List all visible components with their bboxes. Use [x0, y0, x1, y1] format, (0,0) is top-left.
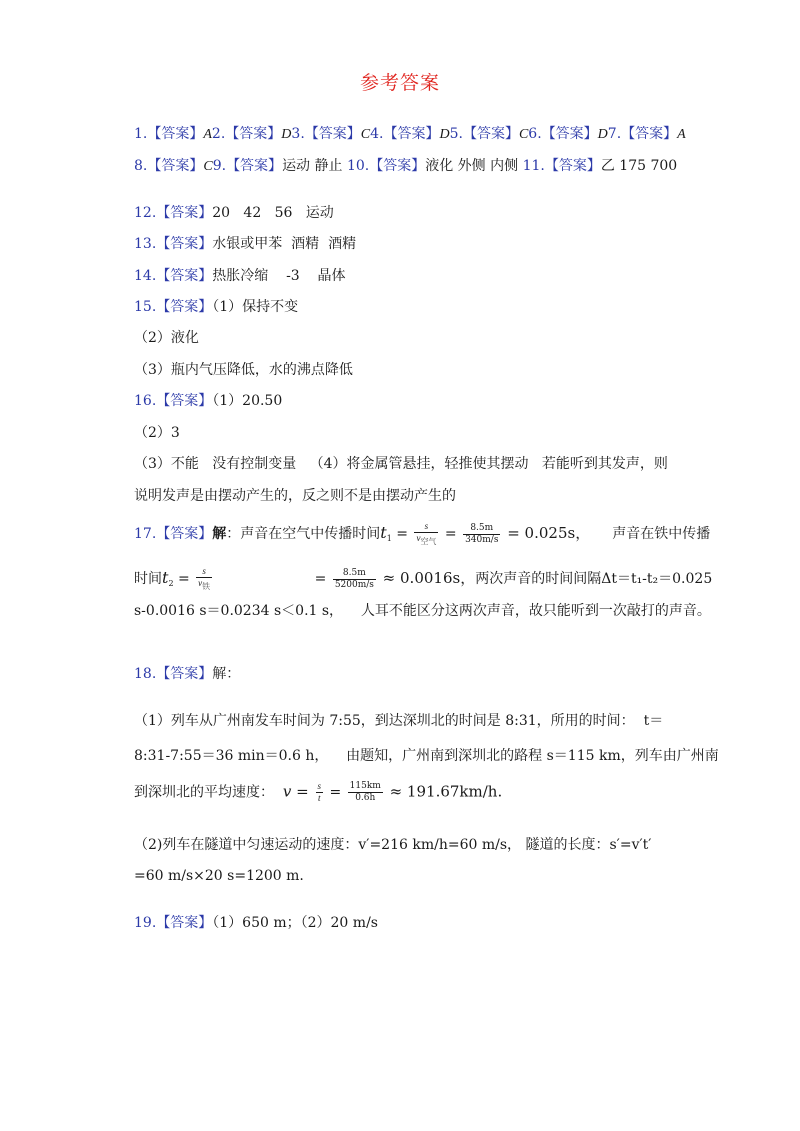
answer-16 [134, 391, 282, 411]
result: ≈ 0.0016s， [377, 569, 476, 587]
answer-13 [134, 234, 356, 254]
answer-17-line-2 [134, 566, 712, 594]
answer-value: C [203, 159, 213, 174]
solution-label: 解 [212, 526, 227, 542]
answer-part-1: （1）保持不变 [212, 299, 299, 315]
equals: = [391, 526, 413, 542]
numerator: s [414, 521, 438, 533]
answer-value: D [439, 127, 450, 142]
answer-value: D [597, 127, 608, 142]
question-number: 19. [134, 915, 157, 931]
question-number: 18. [134, 666, 157, 682]
answer-value: 20 42 56 运动 [212, 205, 334, 221]
text: 两次声音的时间间隔Δt＝t₁-t₂＝0.025 [475, 571, 713, 587]
answer-18-line-4: （2)列车在隧道中匀速运动的速度：v′=216 km/h=60 m/s， 隧道的长度：s′=v′t′ [134, 837, 652, 853]
subscript: 空气 [420, 537, 437, 546]
question-number: 15. [134, 299, 157, 315]
answer-tag: 【答案】 [156, 526, 213, 542]
answer-18 [134, 664, 240, 684]
question-number: 6. [528, 126, 542, 142]
fraction-values [333, 568, 376, 591]
answer-value: 运动 静止 [282, 158, 347, 174]
answer-tag: 【答案】 [156, 236, 213, 252]
answer-tag: 【答案】 [304, 126, 361, 142]
subscript: 1 [386, 534, 392, 543]
answer-14 [134, 266, 346, 286]
question-number: 7. [607, 126, 622, 142]
answer-19 [134, 913, 378, 933]
fraction-values [463, 523, 500, 546]
answer-18-line-5: =60 m/s×20 s=1200 m. [134, 868, 304, 884]
answer-18-line-3 [134, 781, 502, 804]
answers-row-1 [134, 124, 686, 145]
question-number: 5. [449, 126, 463, 142]
answer-tag: 【答案】 [621, 126, 678, 142]
fraction-values [348, 781, 383, 804]
text: 时间 [134, 571, 162, 587]
subscript: 铁 [202, 582, 211, 591]
question-number: 9. [212, 158, 227, 174]
result: ≈ 191.67km/h. [384, 782, 503, 801]
numerator: 8.5m [333, 568, 376, 580]
question-number: 2. [211, 126, 226, 142]
question-number: 12. [134, 205, 157, 221]
answer-value: 水银或甲苯 酒精 酒精 [212, 236, 357, 252]
question-number: 1. [134, 126, 148, 142]
numerator: 115km [349, 781, 381, 791]
equals: = [440, 526, 462, 542]
answer-tag: 【答案】 [147, 126, 204, 142]
question-number: 16. [134, 393, 157, 409]
equals: = [325, 784, 346, 801]
fraction-s-over-t [316, 781, 324, 804]
solution-label: 解： [212, 666, 241, 682]
answer-part-1: （1）20.50 [212, 393, 283, 409]
answer-value: C [360, 127, 371, 142]
answer-15-part-3: （3）瓶内气压降低，水的沸点降低 [134, 362, 353, 378]
answer-16-part-3: （3）不能 没有控制变量 （4）将金属管悬挂，轻推使其摆动 若能听到其发声，则 [134, 456, 668, 472]
answer-18-line-1: （1）列车从广州南发车时间为 7:55，到达深圳北的时间是 8:31，所用的时间： t＝ [134, 713, 664, 729]
text: 声音在铁中传播 [612, 526, 711, 542]
question-number: 13. [134, 236, 157, 252]
denominator: t [318, 793, 321, 803]
question-number: 8. [134, 158, 148, 174]
answer-16-part-4: 说明发声是由摆动产生的，反之则不是由摆动产生的 [134, 488, 456, 504]
question-number: 10. [346, 158, 370, 174]
answer-tag: 【答案】 [544, 158, 601, 174]
numerator: s [196, 566, 212, 578]
answer-tag: 【答案】 [156, 915, 213, 931]
denominator: v [198, 578, 203, 588]
question-number: 4. [370, 126, 384, 142]
question-number: 17. [134, 526, 157, 542]
fraction-s-over-v-air [414, 521, 438, 547]
var-t: t [380, 523, 387, 542]
answer-tag: 【答案】 [156, 299, 213, 315]
denominator: 340m/s [465, 534, 499, 545]
numerator: 8.5m [463, 523, 500, 535]
equals: = [310, 571, 331, 587]
answer-value: D [281, 127, 292, 142]
answer-value: A [677, 127, 686, 142]
question-number: 11. [522, 158, 545, 174]
answer-value: （1）650 m；（2）20 m/s [212, 915, 378, 931]
numerator: s [317, 781, 322, 791]
answers-row-2 [134, 156, 677, 177]
text: 到深圳北的平均速度： [134, 784, 283, 801]
denominator: 5200m/s [334, 579, 374, 590]
answer-tag: 【答案】 [147, 158, 204, 174]
answer-tag: 【答案】 [462, 126, 519, 142]
answer-18-line-2: 8:31-7:55＝36 min＝0.6 h， 由题知，广州南到深圳北的路程 s＝115 km，列车由广州南 [134, 748, 719, 764]
fraction-s-over-v-iron [196, 566, 212, 592]
answer-tag: 【答案】 [156, 393, 213, 409]
answer-17-line-1 [134, 521, 710, 549]
answer-tag: 【答案】 [156, 666, 213, 682]
answer-tag: 【答案】 [156, 205, 213, 221]
denominator: 0.6h [355, 793, 376, 803]
question-number: 3. [291, 126, 305, 142]
question-number: 14. [134, 268, 157, 284]
answer-tag: 【答案】 [383, 126, 440, 142]
answer-value: 乙 175 700 [600, 158, 678, 174]
answer-17-line-3: s-0.0016 s＝0.0234 s＜0.1 s， 人耳不能区分这两次声音，故只能听到一次敲打的声音。 [134, 603, 711, 619]
denominator: v [416, 533, 421, 543]
answer-value: 热胀冷缩 -3 晶体 [212, 268, 346, 284]
equals: = [173, 571, 195, 587]
answer-value: C [518, 127, 529, 142]
answer-tag: 【答案】 [369, 158, 426, 174]
answer-15-part-2: （2）液化 [134, 330, 199, 346]
page-title: 参考答案 [359, 72, 440, 94]
answer-tag: 【答案】 [156, 268, 213, 284]
answer-tag: 【答案】 [226, 158, 283, 174]
var-t: t [162, 568, 169, 587]
text: ：声音在空气中传播时间 [226, 526, 381, 542]
answer-tag: 【答案】 [541, 126, 598, 142]
answer-tag: 【答案】 [225, 126, 282, 142]
answer-16-part-2: （2）3 [134, 425, 180, 441]
answer-15 [134, 297, 298, 317]
result: = 0.025s， [502, 524, 591, 542]
answer-value: 液化 外侧 内侧 [425, 158, 523, 174]
var-v: v = [282, 782, 314, 801]
subscript: 2 [168, 579, 174, 588]
answer-12 [134, 203, 334, 223]
answer-value: A [203, 127, 212, 142]
